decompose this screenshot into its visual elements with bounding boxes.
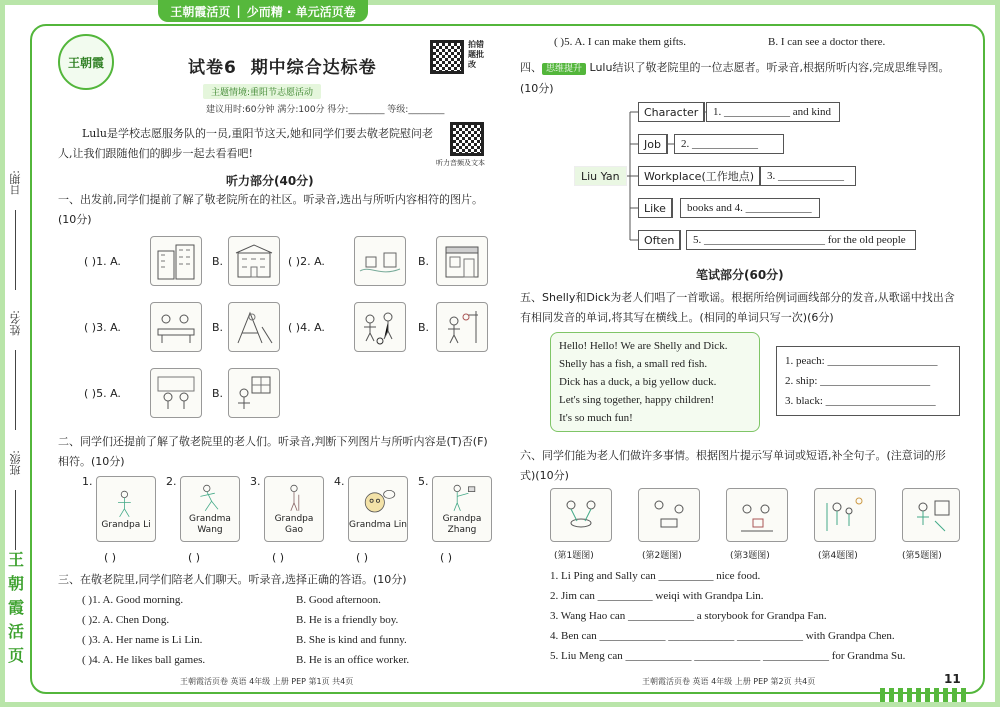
node-like-answer[interactable] [680, 198, 820, 218]
picture-reading[interactable] [150, 368, 202, 418]
s3-row-1 [82, 590, 492, 610]
item-5-number: ( )5. A. [84, 387, 121, 400]
date-label: 日期: [9, 170, 22, 196]
node-job [638, 134, 668, 154]
page-number: 11 [944, 672, 961, 686]
node-character-answer[interactable] [706, 102, 840, 122]
brand-char: 页 [7, 646, 24, 665]
sentence-2[interactable]: 2. Jim can __________ weiqi with Grandpa Lin. [550, 590, 764, 602]
title-number: 试卷6 [188, 58, 237, 78]
mind-map [520, 104, 960, 256]
picture-river-town[interactable] [354, 236, 406, 286]
s2-item-number: 5. [418, 475, 429, 488]
picture-grandpa-zhang[interactable] [432, 476, 492, 542]
page-title [188, 53, 377, 78]
sentence-3[interactable]: 3. Wang Hao can ____________ a storybook for Grandpa Fan. [550, 610, 827, 622]
picture-cooking[interactable] [550, 488, 612, 542]
item-1-number: ( )1. A. [84, 255, 121, 268]
chant-line: It's so much fun! [559, 412, 633, 424]
brand-char: 活 [7, 622, 24, 641]
center-node [574, 166, 627, 186]
answer-paren[interactable]: ( ) [104, 551, 117, 564]
s3-option-a: ( )3. A. Her name is Li Lin. [82, 634, 203, 646]
intro-text: Lulu是学校志愿服务队的一员,重阳节这天,她和同学们要去敬老院慰问老人,让我们跟随他们的脚步一起去看看吧! [58, 127, 433, 160]
right-page [520, 26, 961, 686]
item-4-number: ( )4. A. [288, 321, 325, 334]
class-line [15, 490, 16, 550]
word-box [776, 346, 960, 416]
s4-number: 四、 [520, 61, 542, 74]
left-page [58, 26, 498, 686]
answer-paren[interactable]: ( ) [440, 551, 453, 564]
section-3-title: 三、在敬老院里,同学们陪老人们聊天。听录音,选择正确的答语。(10分) [58, 573, 407, 586]
item-2-number: ( )2. A. [288, 255, 325, 268]
grandma-lin-name: Grandma Lin [349, 519, 407, 530]
picture-apartments[interactable] [150, 236, 202, 286]
section-6-sentences [550, 566, 960, 666]
sidebar [2, 140, 30, 580]
picture-window-room[interactable] [228, 368, 280, 418]
s3-option-b: B. He is a friendly boy. [296, 614, 399, 626]
picture-walk[interactable] [814, 488, 876, 542]
brand-char: 王 [7, 550, 24, 569]
word-answer-black[interactable]: 3. black: ____________________ [785, 395, 936, 407]
brand-char: 霞 [7, 598, 24, 617]
chant-line: Let's sing together, happy children! [559, 394, 715, 406]
answer-paren[interactable]: ( ) [272, 551, 285, 564]
title-text: 期中综合达标卷 [250, 58, 377, 78]
picture-classroom[interactable] [150, 302, 202, 352]
node-label: Like [639, 199, 672, 217]
picture-building[interactable] [228, 236, 280, 286]
banner-brand: 王朝霞活页 [170, 4, 231, 19]
name-line [15, 350, 16, 430]
node-label: Often [639, 231, 680, 249]
s2-item-number: 4. [334, 475, 345, 488]
exam-meta: 建议用时:60分钟 满分:100分 得分:________ 等级:________ [206, 105, 445, 115]
section-1-title: 一、出发前,同学们提前了解了敬老院所在的社区。听录音,选出与所听内容相符的图片。(10分) [58, 193, 483, 226]
picture-caption: (第2题图) [642, 551, 682, 561]
s3-option-b: B. He is an office worker. [296, 654, 410, 666]
s2-item-number: 3. [250, 475, 261, 488]
bottom-stripes [880, 688, 966, 702]
brand-char: 朝 [7, 574, 24, 593]
s3-row-4 [82, 650, 492, 670]
section-6-pictures [550, 488, 960, 566]
s3-option-a: ( )5. A. I can make them gifts. [554, 36, 686, 48]
picture-grandma-wang[interactable] [180, 476, 240, 542]
picture-shop[interactable] [436, 236, 488, 286]
node-answer: books and 4. ____________ [687, 202, 812, 214]
footer-left: 王朝霞活页卷 英语 4年级 上册 PEP 第1页 共4页 [180, 677, 354, 686]
s2-item-number: 2. [166, 475, 177, 488]
section-6-title: 六、同学们能为老人们做许多事情。根据图片提示写单词或短语,补全句子。(注意词的形式)(10分) [520, 449, 946, 482]
listening-heading: 听力部分(40分) [226, 174, 314, 188]
section-4-title [520, 58, 960, 99]
brand-logo [58, 34, 114, 90]
qr-icon [430, 40, 464, 74]
item-2-b: B. [418, 255, 430, 268]
section-1-items [58, 232, 498, 412]
grandpa-zhang-name: Grandpa Zhang [442, 514, 482, 535]
picture-grandpa-gao[interactable] [264, 476, 324, 542]
date-line [15, 210, 16, 290]
chant-line: Hello! Hello! We are Shelly and Dick. [559, 340, 728, 352]
node-often-answer[interactable] [686, 230, 916, 250]
node-label: Character [639, 103, 704, 121]
qr2-caption: 听力音频及文本 [436, 159, 485, 167]
qr-icon [450, 122, 484, 156]
node-answer: 3. ____________ [767, 170, 844, 182]
picture-football[interactable] [354, 302, 406, 352]
grandpa-li-name: Grandpa Li [101, 519, 151, 530]
node-often [638, 230, 681, 250]
logo-text: 王朝霞 [67, 55, 104, 70]
answer-paren[interactable]: ( ) [356, 551, 369, 564]
qr-code-1[interactable] [430, 40, 464, 74]
s3-row-2 [82, 610, 492, 630]
node-label: Workplace(工作地点) [639, 167, 760, 185]
section-5-title: 五、Shelly和Dick为老人们唱了一首歌谣。根据所给例词画线部分的发音,从歌谣中找出含有相同发音的单词,将其写在横线上。(相同的单词只写一次)(6分) [520, 291, 955, 324]
picture-storybook[interactable] [726, 488, 788, 542]
node-character [638, 102, 705, 122]
thinking-tag: 思维提升 [542, 63, 586, 75]
picture-grandma-lin[interactable] [348, 476, 408, 542]
s3-option-b: B. I can see a doctor there. [768, 36, 886, 48]
class-label: 班级: [9, 450, 22, 476]
s3-option-a: ( )2. A. Chen Dong. [82, 614, 170, 626]
picture-playground[interactable] [228, 302, 280, 352]
banner-series: 少而精 · 单元活页卷 [246, 4, 356, 19]
theme-badge: 主题情境:重阳节志愿活动 [203, 84, 321, 99]
node-workplace-answer[interactable] [760, 166, 856, 186]
node-like [638, 198, 673, 218]
node-job-answer[interactable] [674, 134, 784, 154]
item-3-b: B. [212, 321, 224, 334]
item-4-b: B. [418, 321, 430, 334]
picture-caption: (第3题图) [730, 551, 770, 561]
node-answer: 1. ____________ and kind [713, 106, 831, 118]
s3-row-3 [82, 630, 492, 650]
picture-weiqi[interactable] [638, 488, 700, 542]
chant-box [550, 332, 760, 432]
footer-right: 王朝霞活页卷 英语 4年级 上册 PEP 第2页 共4页 [642, 677, 816, 686]
written-heading: 笔试部分(60分) [696, 268, 784, 282]
picture-basketball[interactable] [436, 302, 488, 352]
s2-item-number: 1. [82, 475, 93, 488]
item-1-b: B. [212, 255, 224, 268]
item-5-b: B. [212, 387, 224, 400]
picture-caption: (第5题图) [902, 551, 942, 561]
node-label: Job [639, 135, 667, 153]
s3-option-a: ( )1. A. Good morning. [82, 594, 184, 606]
section-2-title: 二、同学们还提前了解了敬老院里的老人们。听录音,判断下列图片与所听内容是(T)否(F)相符。(10分) [58, 435, 488, 468]
s3-option-b: B. She is kind and funny. [296, 634, 407, 646]
word-answer-peach[interactable]: 1. peach: ____________________ [785, 355, 938, 367]
picture-cleaning[interactable] [902, 488, 960, 542]
chant-line: Shelly has a fish, a small red fish. [559, 358, 708, 370]
s3-option-b: B. Good afternoon. [296, 594, 381, 606]
picture-grandpa-li[interactable] [96, 476, 156, 542]
section-2-items [58, 472, 498, 572]
picture-caption: (第1题图) [554, 551, 594, 561]
picture-caption: (第4题图) [818, 551, 858, 561]
item-3-number: ( )3. A. [84, 321, 121, 334]
node-workplace [638, 166, 761, 186]
node-answer: 2. ____________ [681, 138, 758, 150]
chant-line: Dick has a duck, a big yellow duck. [559, 376, 717, 388]
node-answer: 5. ______________________ for the old people [693, 234, 906, 246]
qr1-caption: 拍错题批改 [468, 40, 484, 69]
section-3-items [82, 590, 492, 670]
center-label: Liu Yan [581, 169, 620, 183]
grandma-wang-name: Grandma Wang [189, 514, 231, 535]
s3-row-5 [554, 32, 964, 52]
s3-option-a: ( )4. A. He likes ball games. [82, 654, 206, 666]
sentence-5[interactable]: 5. Liu Meng can ____________ ____________ ____________ for Grandma Su. [550, 650, 906, 662]
sentence-1[interactable]: 1. Li Ping and Sally can __________ nice food. [550, 570, 761, 582]
grandpa-gao-name: Grandpa Gao [274, 514, 314, 535]
sentence-4[interactable]: 4. Ben can ____________ ____________ ____________ with Grandpa Chen. [550, 630, 895, 642]
s4-text: Lulu结识了敬老院里的一位志愿者。听录音,根据所听内容,完成思维导图。(10分) [520, 61, 950, 95]
qr-code-2[interactable] [450, 122, 484, 156]
name-label: 姓名: [9, 310, 22, 336]
answer-paren[interactable]: ( ) [188, 551, 201, 564]
brand-vertical [2, 548, 30, 668]
top-banner: 王朝霞活页 | 少而精 · 单元活页卷 [158, 0, 368, 22]
word-answer-ship[interactable]: 2. ship: ____________________ [785, 375, 931, 387]
